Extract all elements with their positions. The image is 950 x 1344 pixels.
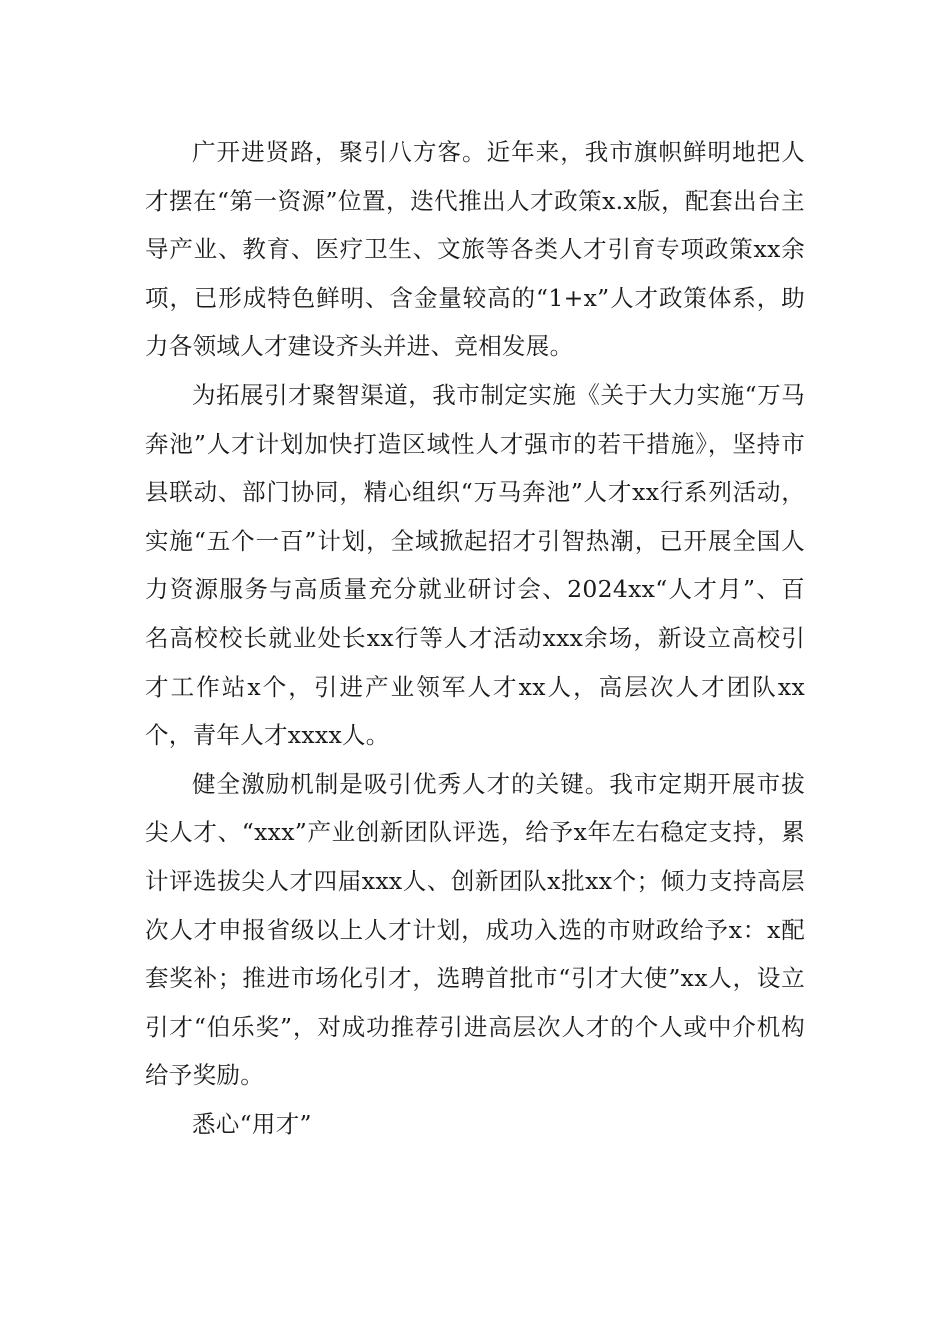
paragraph-incentive-mechanism: 健全激励机制是吸引优秀人才的关键。我市定期开展市拔尖人才、“xxx”产业创新团队评选，给予x年左右稳定支持，累计评选拔尖人才四届xxx人、创新团队x批xx个；倾力支持高层次人才申报省级以上人才计划，成功入选的市财政给予x：x配套奖补；推进市场化引才，选聘首批市“引才大使”xx人，设立引才“伯乐奖”，对成功推荐引进高层次人才的个人或中介机构给予奖励。 — [145, 769, 805, 1090]
paragraph-recruitment-channels: 为拓展引才聚智渠道，我市制定实施《关于大力实施“万马奔池”人才计划加快打造区域性人才强市的若干措施》，坚持市县联动、部门协同，精心组织“万马奔池”人才xx行系列活动，实施“五个一百”计划，全域掀起招才引智热潮，已开展全国人力资源服务与高质量充分就业研讨会、2024xx“人才月”、百名高校校长就业处长xx行等人才活动xxx余场，新设立高校引才工作站x个，引进产业领军人才xx人，高层次人才团队xx个，青年人才xxxx人。 — [145, 380, 805, 750]
paragraph-talent-policy: 广开进贤路，聚引八方客。近年来，我市旗帜鲜明地把人才摆在“第一资源”位置，迭代推出人才政策x.x版，配套出台主导产业、教育、医疗卫生、文旅等各类人才引育专项政策xx余项，已形成特色鲜明、含金量较高的“1+x”人才政策体系，助力各领域人才建设齐头并进、竞相发展。 — [145, 138, 805, 361]
section-heading-use-talent: 悉心“用才” — [192, 1109, 312, 1138]
document-body — [145, 128, 805, 1148]
